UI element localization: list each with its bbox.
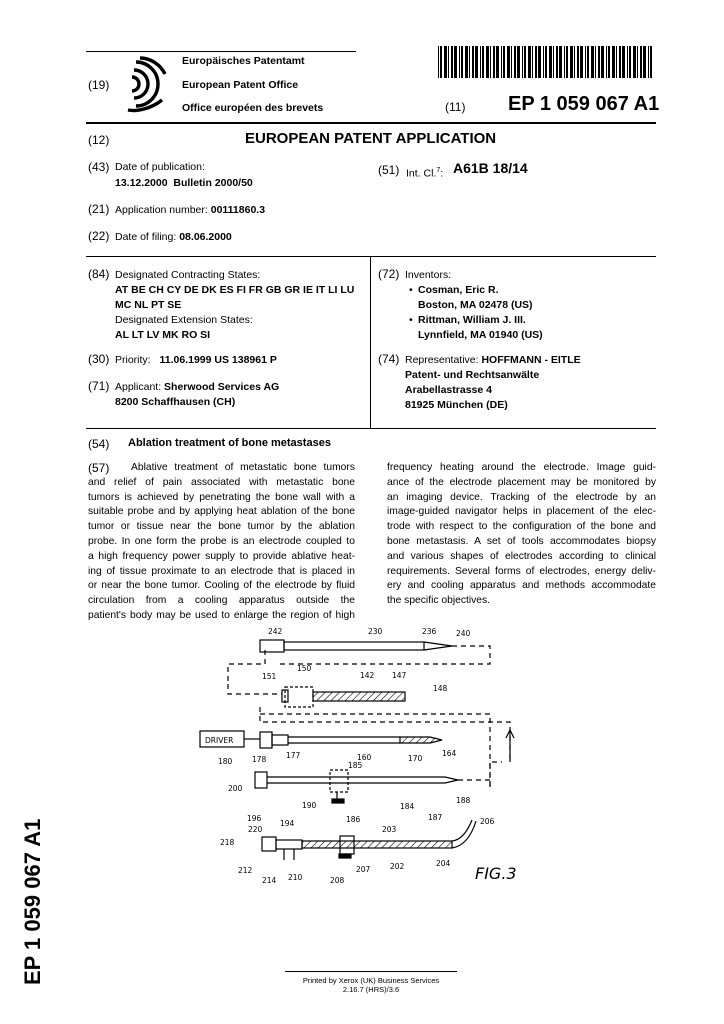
barcode-bar bbox=[585, 46, 586, 78]
barcode-bar bbox=[616, 46, 617, 78]
barcode-bar bbox=[640, 46, 642, 78]
ref-184: 184 bbox=[400, 802, 415, 811]
representative: Representative: HOFFMANN - EITLE bbox=[405, 354, 581, 366]
abstract-left-column bbox=[88, 461, 355, 624]
abstract-line: an imaging device. Tracking of the electrode by an bbox=[387, 491, 656, 503]
document-type: EUROPEAN PATENT APPLICATION bbox=[245, 130, 497, 147]
barcode-bar bbox=[514, 46, 516, 78]
barcode-bar bbox=[553, 46, 554, 78]
ref-142: 142 bbox=[360, 671, 375, 680]
pub-date-label: Date of publication: bbox=[115, 161, 205, 173]
inid-74: (74) bbox=[378, 352, 400, 366]
inid-84: (84) bbox=[88, 267, 110, 281]
inid-51: (51) bbox=[378, 163, 400, 177]
inid-54: (54) bbox=[88, 437, 110, 451]
housing-150 bbox=[285, 687, 313, 707]
representative-line2: Patent- und Rechtsanwälte bbox=[405, 369, 540, 381]
inventor-bullet: • bbox=[409, 314, 413, 326]
probe-242-hub bbox=[260, 640, 284, 652]
figure-3-drawing bbox=[190, 622, 550, 892]
barcode-bar bbox=[528, 46, 531, 78]
barcode-bar bbox=[472, 46, 474, 78]
curved-tip-206 bbox=[452, 820, 472, 841]
barcode-bar bbox=[469, 46, 470, 78]
applicant: Applicant: Sherwood Services AG bbox=[115, 381, 280, 393]
inid-21: (21) bbox=[88, 202, 110, 216]
footer-code: 2.16.7 (HRS)/3.6 bbox=[342, 985, 400, 994]
ref-220: 220 bbox=[248, 825, 263, 834]
probe-230-shaft bbox=[284, 642, 424, 650]
ref-200: 200 bbox=[228, 784, 243, 793]
barcode-bar bbox=[601, 46, 604, 78]
barcode-bar bbox=[556, 46, 558, 78]
abstract-line: bone metastasis. A set of tools accommodates biopsy bbox=[387, 535, 656, 547]
inid-57: (57) bbox=[88, 461, 110, 475]
inventors-label: Inventors: bbox=[405, 269, 452, 281]
inventor-address: Boston, MA 02478 (US) bbox=[418, 299, 533, 311]
barcode-bar bbox=[486, 46, 489, 78]
representative-name: HOFFMANN - EITLE bbox=[481, 354, 581, 366]
box-divider bbox=[370, 256, 371, 428]
ref-185: 185 bbox=[348, 761, 363, 770]
ref-212: 212 bbox=[238, 866, 253, 875]
barcode-bar bbox=[559, 46, 562, 78]
abstract-line: ery and cooling apparatus and methods accommodate bbox=[387, 580, 656, 592]
ref-214: 214 bbox=[262, 876, 277, 885]
barcode-bar bbox=[482, 46, 484, 78]
int-cl-edition: 7 bbox=[436, 167, 441, 174]
flow-dash bbox=[280, 646, 490, 664]
flow-dash bbox=[490, 762, 502, 787]
barcode-bar bbox=[454, 46, 457, 78]
barcode-bar bbox=[545, 46, 547, 78]
barcode-bar bbox=[577, 46, 579, 78]
ref-196: 196 bbox=[247, 814, 262, 823]
hub-200 bbox=[255, 772, 267, 788]
abstract-line: image-guided navigator helps in placement of the elec- bbox=[387, 506, 656, 518]
filing-date-value: 08.06.2000 bbox=[179, 231, 232, 243]
designated-states-label: Designated Contracting States: bbox=[115, 269, 261, 281]
representative-line3: Arabellastrasse 4 bbox=[405, 384, 492, 396]
inventor-name: Rittman, William J. III. bbox=[418, 314, 526, 326]
box-bottom-rule bbox=[86, 428, 656, 429]
header-bottom-rule bbox=[86, 122, 656, 124]
priority-value: 11.06.1999 US 138961 P bbox=[159, 354, 277, 366]
abstract-line: trode with respect to the configuration of the bone and bbox=[387, 521, 656, 533]
barcode-bar bbox=[532, 46, 533, 78]
barcode-bar bbox=[475, 46, 478, 78]
ref-204: 204 bbox=[436, 859, 451, 868]
footer-rule bbox=[285, 971, 457, 972]
barcode-bar bbox=[496, 46, 499, 78]
ref-164: 164 bbox=[442, 749, 457, 758]
applicant-address: 8200 Schaffhausen (CH) bbox=[115, 396, 236, 408]
inventor-name: Cosman, Eric R. bbox=[418, 284, 499, 296]
footer-printer: Printed by Xerox (UK) Business Services bbox=[302, 976, 440, 985]
abstract-line: a high frequency power supply to provide ablative heat- bbox=[88, 550, 355, 562]
barcode-bar bbox=[448, 46, 449, 78]
ref-187: 187 bbox=[428, 813, 443, 822]
abstract-line: tumors is achieved by penetrating the bone wall with a bbox=[88, 491, 355, 503]
priority: Priority: 11.06.1999 US 138961 P bbox=[115, 354, 277, 366]
tip-170-hatched bbox=[400, 737, 442, 743]
inid-12: (12) bbox=[88, 133, 110, 147]
barcode-bar bbox=[507, 46, 510, 78]
ref-203: 203 bbox=[382, 825, 397, 834]
ref-170: 170 bbox=[408, 754, 423, 763]
barcode-bar bbox=[535, 46, 537, 78]
app-number: Application number: 00111860.3 bbox=[115, 204, 266, 216]
hub-220 bbox=[276, 840, 302, 849]
barcode-bar bbox=[564, 46, 565, 78]
abstract-line: circulation from a cooling apparatus outside the bbox=[88, 595, 355, 607]
inid-43: (43) bbox=[88, 160, 110, 174]
invention-title: Ablation treatment of bone metastases bbox=[128, 437, 331, 449]
abstract-right-column bbox=[387, 461, 656, 609]
abstract-line: ing of tissue proximate to an electrode that is placed in bbox=[88, 565, 355, 577]
barcode-bar bbox=[650, 46, 652, 78]
hub-218 bbox=[262, 837, 276, 851]
connector-178 bbox=[260, 732, 272, 748]
barcode-bar bbox=[543, 46, 544, 78]
barcode-bar bbox=[591, 46, 594, 78]
int-cl-value: A61B 18/14 bbox=[453, 160, 528, 176]
ref-206: 206 bbox=[480, 817, 495, 826]
abstract-line: patient's body may be used to enlarge the region of high bbox=[88, 609, 355, 621]
ref-242: 242 bbox=[268, 627, 283, 636]
int-cl-label: Int. Cl.$^7$: bbox=[406, 167, 444, 180]
inid-72: (72) bbox=[378, 267, 400, 281]
barcode-bar bbox=[438, 46, 439, 78]
barcode-bar bbox=[608, 46, 610, 78]
abstract-line: requirements. Several forms of electrodes, energy deliv- bbox=[387, 565, 656, 577]
barcode-bar bbox=[622, 46, 625, 78]
office-name-en: European Patent Office bbox=[182, 79, 299, 91]
publication-number: EP 1 059 067 A1 bbox=[508, 93, 660, 115]
side-publication-number: EP 1 059 067 A1 bbox=[20, 818, 45, 985]
barcode-bar bbox=[619, 46, 621, 78]
barcode-bar bbox=[627, 46, 628, 78]
barcode-bar bbox=[598, 46, 600, 78]
hub-177 bbox=[272, 735, 288, 745]
abstract-line: suitable probe and by applying heat ablation of the bone bbox=[88, 506, 355, 518]
barcode-bar bbox=[566, 46, 568, 78]
barcode-bar bbox=[648, 46, 649, 78]
barcode-bar bbox=[511, 46, 512, 78]
barcode-bar bbox=[606, 46, 607, 78]
ref-236: 236 bbox=[422, 627, 437, 636]
filing-date: Date of filing: 08.06.2000 bbox=[115, 231, 232, 243]
inid-71: (71) bbox=[88, 379, 110, 393]
designated-states-line1: AT BE CH CY DE DK ES FI FR GB GR IE IT LI LU bbox=[115, 284, 355, 296]
designated-states-line2: MC NL PT SE bbox=[115, 299, 182, 311]
barcode-bar bbox=[570, 46, 573, 78]
barcode-bar bbox=[465, 46, 468, 78]
abstract-line: and various shapes of electrodes according to clinical bbox=[387, 550, 656, 562]
ref-240: 240 bbox=[456, 629, 471, 638]
barcode-bar bbox=[595, 46, 596, 78]
ref-186: 186 bbox=[346, 815, 361, 824]
tube-142-hatched bbox=[313, 692, 405, 701]
barcode-bar bbox=[440, 46, 442, 78]
barcode-bar bbox=[503, 46, 505, 78]
barcode-bar bbox=[493, 46, 495, 78]
barcode-bar bbox=[538, 46, 541, 78]
barcode-bar bbox=[501, 46, 502, 78]
inventor-address: Lynnfield, MA 01940 (US) bbox=[418, 329, 543, 341]
barcode-bar bbox=[461, 46, 463, 78]
barcode-bar bbox=[633, 46, 636, 78]
office-name-de: Europäisches Patentamt bbox=[182, 55, 305, 67]
abstract-line: tumor or tissue near the bone tumor by the ablation bbox=[88, 521, 355, 533]
figure-caption: FIG.3 bbox=[475, 864, 517, 883]
ref-151: 151 bbox=[262, 672, 277, 681]
barcode-bar bbox=[629, 46, 631, 78]
pub-date-value: 13.12.2000 Bulletin 2000/50 bbox=[115, 177, 253, 189]
barcode-bar bbox=[643, 46, 646, 78]
knob-208 bbox=[339, 854, 351, 858]
barcode-bar bbox=[444, 46, 447, 78]
barcode-bar bbox=[517, 46, 520, 78]
barcode-bar bbox=[490, 46, 491, 78]
app-number-value: 00111860.3 bbox=[210, 204, 266, 216]
barcode-bar bbox=[459, 46, 460, 78]
applicant-name: Sherwood Services AG bbox=[164, 381, 280, 393]
epo-logo-icon bbox=[118, 52, 172, 114]
abstract-line: the specific objectives. bbox=[387, 595, 491, 607]
ref-230: 230 bbox=[368, 627, 383, 636]
barcode-bar bbox=[587, 46, 589, 78]
abstract-line: frequency heating around the electrode. Image guid- bbox=[387, 462, 656, 473]
ref-180: 180 bbox=[218, 757, 233, 766]
barcode-bar bbox=[580, 46, 583, 78]
flow-dash bbox=[228, 650, 265, 684]
barcode-bar bbox=[451, 46, 453, 78]
barcode-bar bbox=[524, 46, 526, 78]
ref-178: 178 bbox=[252, 755, 267, 764]
ref-207: 207 bbox=[356, 865, 371, 874]
block-185 bbox=[330, 770, 348, 792]
extension-states-value: AL LT LV MK RO SI bbox=[115, 329, 211, 341]
probe-240-tip bbox=[424, 642, 452, 650]
driver-label: DRIVER bbox=[205, 736, 234, 745]
barcode-icon bbox=[438, 46, 656, 78]
office-name-fr: Office européen des brevets bbox=[182, 102, 324, 114]
cannula-tip-188 bbox=[445, 777, 458, 783]
barcode-bar bbox=[522, 46, 523, 78]
inventor-bullet: • bbox=[409, 284, 413, 296]
ref-202: 202 bbox=[390, 862, 405, 871]
abstract-line: or near the bone tumor. Cooling of the electrode by fluid bbox=[88, 580, 355, 592]
abstract-line: Ablative treatment of metastatic bone tumors bbox=[131, 462, 355, 473]
box-top-rule bbox=[86, 256, 656, 257]
abstract-line: ance of the electrode placement may be monitored by bbox=[387, 476, 656, 488]
ref-148: 148 bbox=[433, 684, 448, 693]
ref-208: 208 bbox=[330, 876, 345, 885]
ref-177: 177 bbox=[286, 751, 301, 760]
barcode-bar bbox=[480, 46, 481, 78]
abstract-line: and relief of pain associated with metastatic bone bbox=[88, 476, 355, 488]
inid-11: (11) bbox=[445, 100, 466, 114]
abstract-line: probe. In one form the probe is an electrode coupled to bbox=[88, 535, 355, 547]
inid-19: (19) bbox=[88, 78, 110, 92]
ref-210: 210 bbox=[288, 873, 303, 882]
ref-190: 190 bbox=[302, 801, 317, 810]
ref-160: 160 bbox=[357, 753, 372, 762]
knob-186 bbox=[332, 799, 344, 803]
flow-dash bbox=[228, 684, 282, 694]
inid-22: (22) bbox=[88, 229, 110, 243]
barcode-bar bbox=[637, 46, 638, 78]
barcode-bar bbox=[574, 46, 575, 78]
extension-states-label: Designated Extension States: bbox=[115, 314, 253, 326]
barcode-bar bbox=[549, 46, 552, 78]
tube-202-hatched bbox=[302, 841, 452, 848]
ref-188: 188 bbox=[456, 796, 471, 805]
representative-line4: 81925 München (DE) bbox=[405, 399, 508, 411]
ref-218: 218 bbox=[220, 838, 235, 847]
inid-30: (30) bbox=[88, 352, 110, 366]
ref-147: 147 bbox=[392, 671, 407, 680]
ref-150: 150 bbox=[297, 664, 312, 673]
ref-194: 194 bbox=[280, 819, 295, 828]
barcode-bar bbox=[612, 46, 615, 78]
